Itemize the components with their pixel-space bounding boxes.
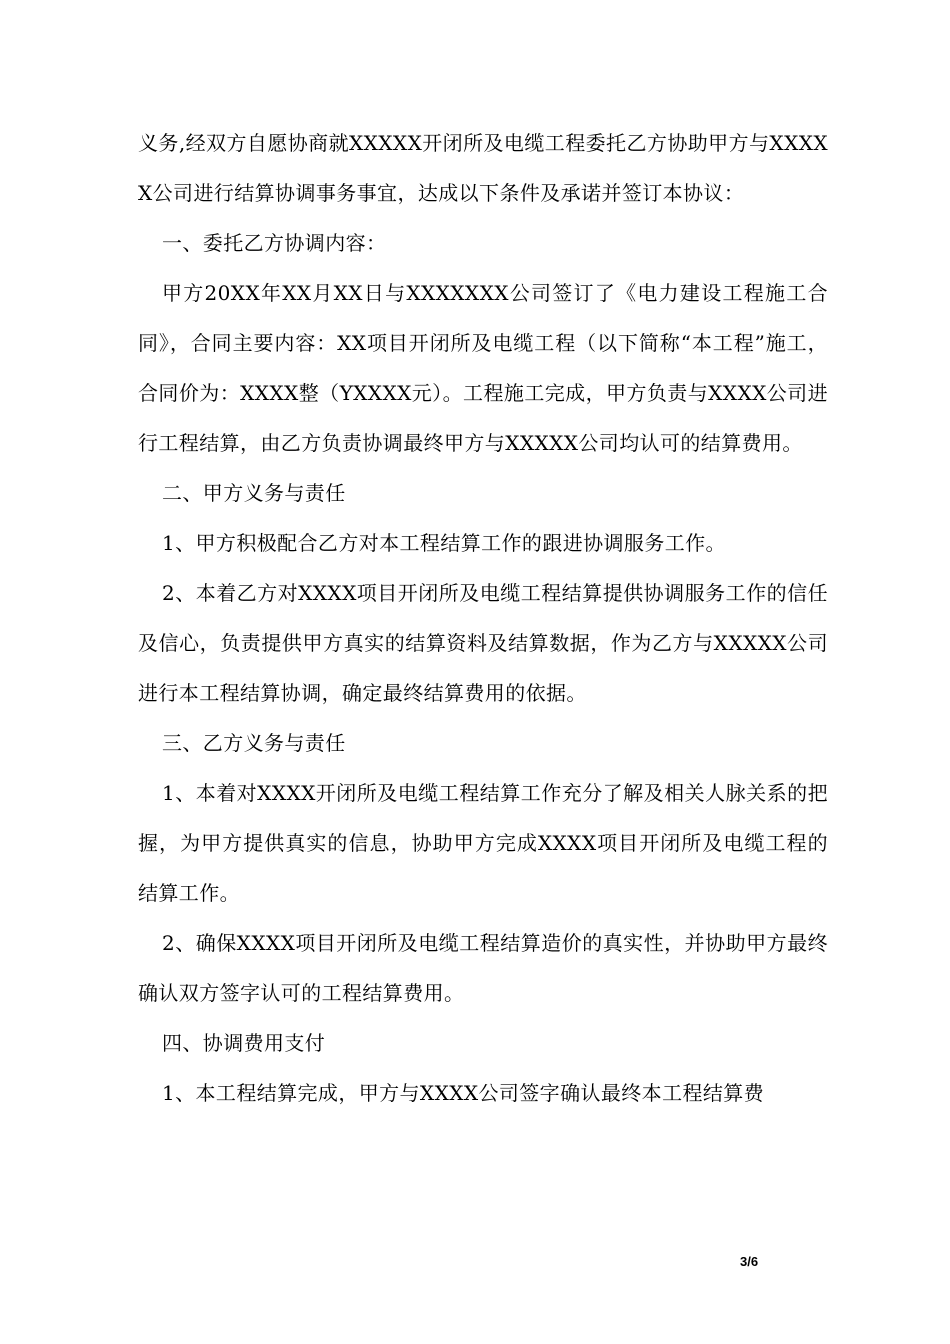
clause-party-a-1: 1、甲方积极配合乙方对本工程结算工作的跟进协调服务工作。 <box>162 531 726 555</box>
clause-payment-1: 1、本工程结算完成，甲方与XXXX公司签字确认最终本工程结算费 <box>162 1081 765 1105</box>
document-body <box>138 118 828 1118</box>
section-heading-4: 四、协调费用支付 <box>162 1031 326 1055</box>
section-heading-2: 二、甲方义务与责任 <box>162 481 346 505</box>
section-heading-3: 三、乙方义务与责任 <box>162 731 346 755</box>
clause-party-a-2: 2、本着乙方对XXXX项目开闭所及电缆工程结算提供协调服务工作的信任及信心，负责提供甲方真实的结算资料及结算数据，作为乙方与XXXXX公司进行本工程结算协调，确定最终结算费用的依据。 <box>138 581 828 705</box>
clause-party-b-2: 2、确保XXXX项目开闭所及电缆工程结算造价的真实性，并协助甲方最终确认双方签字认可的工程结算费用。 <box>138 931 828 1005</box>
page-number: 3/6 <box>740 1254 759 1269</box>
paragraph-intro: 义务,经双方自愿协商就XXXXX开闭所及电缆工程委托乙方协助甲方与XXXXX公司进行结算协调事务事宜，达成以下条件及承诺并签订本协议： <box>138 131 828 205</box>
paragraph-contract-content: 甲方20XX年XX月XX日与XXXXXXX公司签订了《电力建设工程施工合同》，合同主要内容：XX项目开闭所及电缆工程（以下简称“本工程”施工，合同价为：XXXX整（YXXXX元）。工程施工完成，甲方负责与XXXX公司进行工程结算，由乙方负责协调最终甲方与XXXXX公司均认可的结算费用。 <box>138 281 828 455</box>
clause-party-b-1: 1、本着对XXXX开闭所及电缆工程结算工作充分了解及相关人脉关系的把握，为甲方提供真实的信息，协助甲方完成XXXX项目开闭所及电缆工程的结算工作。 <box>138 781 828 905</box>
section-heading-1: 一、委托乙方协调内容： <box>162 231 387 255</box>
